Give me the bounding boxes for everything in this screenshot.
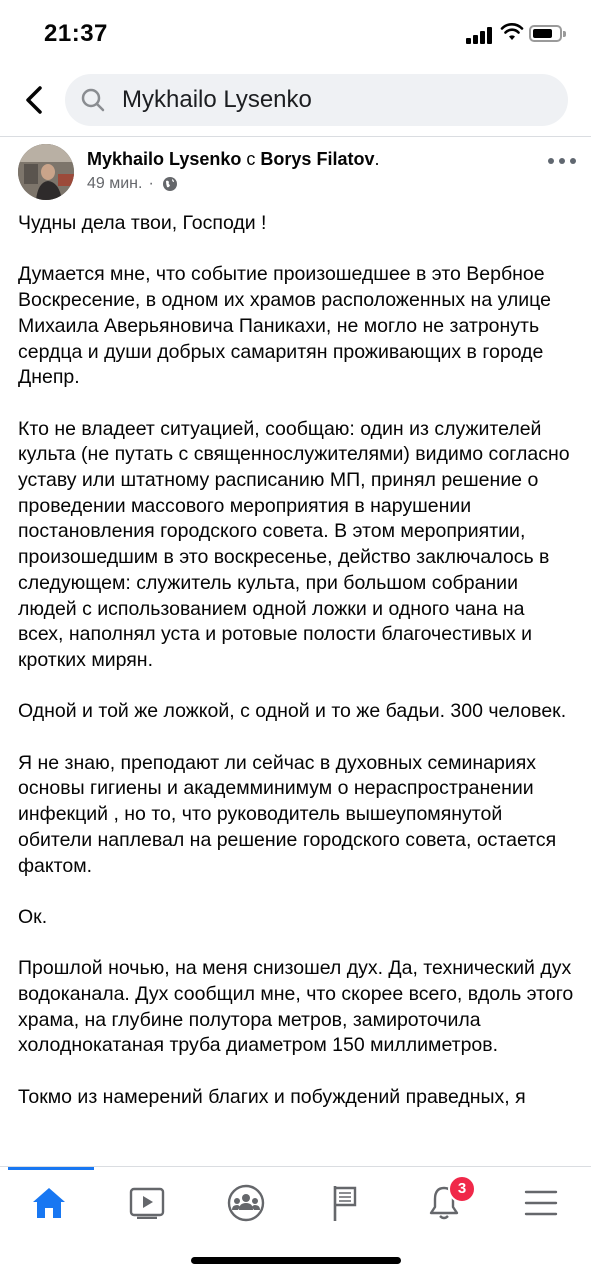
nav-groups[interactable]	[222, 1181, 270, 1225]
search-icon	[79, 86, 107, 114]
post-paragraph: Я не знаю, преподают ли сейчас в духовных семинариях основы гигиены и академминимум о нераспространении инфекций , но то, что руководитель вышеупомянутой обители наплевал на решение городского совета, остается фактом.	[18, 751, 557, 877]
menu-icon	[524, 1189, 558, 1217]
post-author-line	[87, 148, 379, 170]
wifi-icon	[500, 22, 524, 42]
nav-home[interactable]	[25, 1181, 73, 1225]
flag-icon	[330, 1183, 360, 1223]
search-header	[0, 66, 591, 137]
post-paragraph: Чудны дела твои, Господи !	[18, 212, 267, 234]
status-time: 21:37	[44, 20, 108, 47]
home-indicator[interactable]	[191, 1257, 401, 1264]
battery-icon	[529, 25, 562, 42]
tagged-person[interactable]: Borys Filatov	[260, 149, 375, 169]
post-time[interactable]: 49 мин.	[87, 175, 143, 192]
post-paragraph: Токмо из намерений благих и побуждений праведных, я	[18, 1085, 526, 1108]
tagged-suffix: .	[374, 149, 380, 169]
post-meta	[87, 175, 178, 193]
author-name[interactable]: Mykhailo Lysenko	[87, 149, 242, 169]
cellular-signal-icon	[466, 26, 494, 44]
notifications-badge: 3	[448, 1175, 476, 1203]
author-avatar[interactable]	[18, 144, 74, 200]
post-paragraph: Думается мне, что событие произошедшее в это Вербное Воскресение, в одном их храмов расположенных на улице Михаила Аверьяновича Паникахи, не могло не затронуть сердца и души добрых самаритян проживающих в городе Днепр.	[18, 263, 551, 389]
video-icon	[129, 1187, 165, 1219]
post-paragraph: Прошлой ночью, на меня снизошел дух. Да, технический дух водоканала. Дух сообщил мне, что скорее всего, вдоль этого храма, на глубине полутора метров, замироточила холоднокатаная труба диаметром 150 миллиметров.	[18, 957, 574, 1057]
meta-separator: ·	[148, 175, 154, 192]
status-bar	[0, 0, 591, 66]
post-paragraph: Кто не владеет ситуацией, сообщаю: один из служителей культа (не путать с священнослужителями) видимо согласно уставу или штатному расписанию МП, принял решение о проведении массового мероприятия в нарушении постановления городского совета. В этом мероприятии, произошедшим в это воскресенье, действо заключалось в следующем: служитель культа, при большом собрании людей с использованием одной ложки и одного чана на всех, наполнял уста и ротовые полости благочестивых и кротких мирян.	[18, 417, 570, 671]
search-query: Mykhailo Lysenko	[122, 86, 312, 113]
post-text	[18, 211, 574, 1136]
battery-tip	[563, 31, 566, 37]
groups-icon	[226, 1183, 266, 1223]
back-arrow-icon[interactable]	[18, 80, 52, 120]
nav-video[interactable]	[123, 1181, 171, 1225]
post-paragraph: Ок.	[18, 905, 48, 928]
with-word: с	[246, 149, 256, 169]
search-input[interactable]	[65, 74, 568, 126]
nav-menu[interactable]	[517, 1181, 565, 1225]
nav-pages[interactable]	[321, 1181, 369, 1225]
active-tab-indicator	[8, 1167, 94, 1170]
home-icon	[31, 1186, 67, 1220]
globe-icon	[162, 176, 178, 192]
avatar-photo	[18, 144, 74, 200]
post-paragraph: Одной и той же ложкой, с одной и то же бадьи. 300 человек.	[18, 700, 567, 723]
more-options-icon[interactable]	[548, 156, 576, 166]
